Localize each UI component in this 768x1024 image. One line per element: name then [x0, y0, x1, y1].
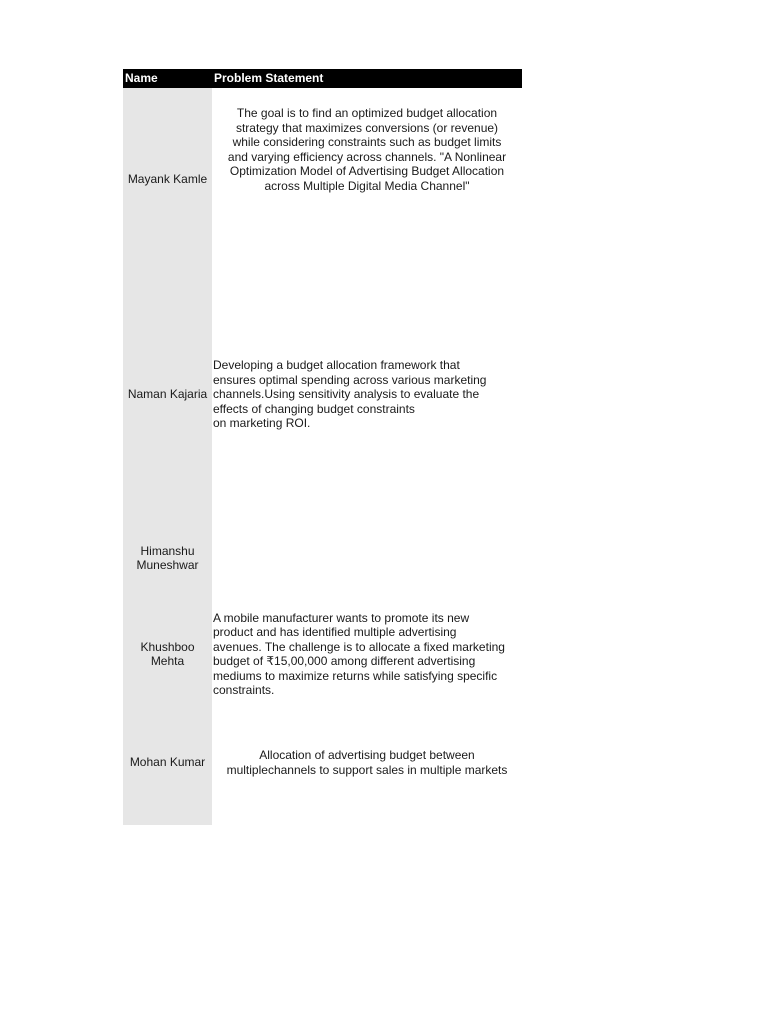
problem-cell[interactable] [212, 710, 522, 825]
problem-cell[interactable] [212, 518, 522, 598]
problem-cell[interactable] [212, 598, 522, 710]
problem-text: Developing a budget allocation framework that ensures optimal spending across various marketing channels.Using sensitivity analysis to evaluate the effects of changing budget constraints on marketing ROI. [213, 358, 487, 431]
problem-text: Allocation of advertising budget between multiplechannels to support sales in multiple markets [226, 748, 508, 777]
spreadsheet-table [123, 69, 522, 825]
header-row [123, 69, 522, 88]
problem-cell[interactable] [212, 271, 522, 518]
table-row [123, 88, 522, 271]
table-row [123, 271, 522, 518]
header-name[interactable]: Name [125, 71, 158, 85]
name-cell[interactable]: Naman Kajaria [123, 271, 212, 518]
name-cell[interactable]: Himanshu Muneshwar [123, 518, 212, 598]
table-row [123, 598, 522, 710]
table-row [123, 710, 522, 825]
header-problem-statement[interactable]: Problem Statement [214, 71, 324, 85]
table-row [123, 518, 522, 598]
problem-text: A mobile manufacturer wants to promote its new product and has identified multiple advertising avenues. The challenge is to allocate a fixed marketing budget of ₹15,00,000 among different advertising mediums to maximize returns while satisfying specific constraints. [213, 610, 505, 697]
problem-text: The goal is to find an optimized budget allocation strategy that maximizes conversions (or revenue) while considering constraints such as budget limits and varying efficiency across channels. "A Nonlinear Optimization Model of Advertising Budget Allocation across Multiple Digital Media Channel" [227, 106, 507, 193]
name-cell[interactable]: Mayank Kamle [123, 88, 212, 271]
problem-cell[interactable] [212, 88, 522, 271]
name-cell[interactable]: Khushboo Mehta [123, 598, 212, 710]
name-cell[interactable]: Mohan Kumar [123, 710, 212, 825]
